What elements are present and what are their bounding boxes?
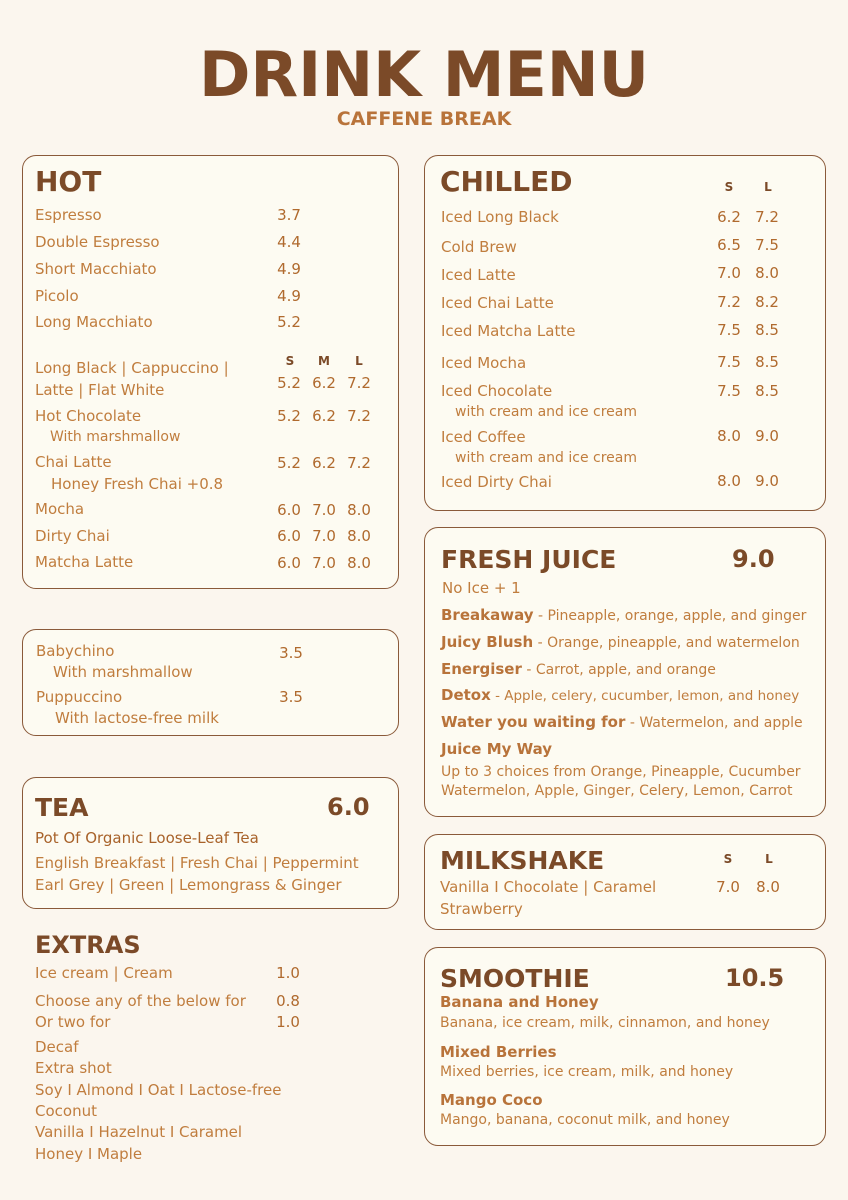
price-l: 8.0 [347,501,371,519]
hot-item-price: 4.9 [277,260,301,278]
hot-item-price: 5.2 [277,313,301,331]
price-l: 8.0 [755,264,779,282]
hot-item-price: 4.4 [277,233,301,251]
hot-item-name-cont: Latte | Flat White [35,381,165,399]
juice-item [441,659,716,680]
price-l: 8.0 [347,554,371,572]
hot-item-name: Hot Chocolate [35,407,142,425]
tea-options: Earl Grey | Green | Lemongrass & Ginger [35,876,342,894]
juice-price: 9.0 [732,545,775,573]
hot-item-name: Short Macchiato [35,260,157,278]
juice-title: FRESH JUICE [441,545,617,574]
extras-item-price: 0.8 [276,992,300,1010]
juice-item [441,605,806,626]
milkshake-flavours: Vanilla I Chocolate | Caramel [440,878,657,896]
chilled-item-name: Iced Coffee [441,428,526,446]
chilled-item-name: Iced Matcha Latte [441,322,576,340]
price-l: 7.2 [347,374,371,392]
juice-item-desc: - Apple, celery, cucumber, lemon, and honey [490,688,800,704]
price-s: 7.5 [717,321,741,339]
juice-custom: Watermelon, Apple, Ginger, Celery, Lemon, Carrot [441,783,793,799]
price-s: 7.0 [716,878,740,896]
menu-title: DRINK MENU [198,38,650,111]
chilled-item-name: Iced Mocha [441,354,527,372]
price-s: 6.0 [277,501,301,519]
chilled-title: CHILLED [440,165,573,198]
extras-title: EXTRAS [35,931,141,959]
tea-heading: Pot Of Organic Loose-Leaf Tea [35,829,259,847]
hot-title: HOT [35,165,102,198]
smoothie-item-desc: Mixed berries, ice cream, milk, and honey [440,1064,734,1080]
smoothie-item-desc: Mango, banana, coconut milk, and honey [440,1112,730,1128]
price-s: 5.2 [277,407,301,425]
menu-subtitle: CAFFENE BREAK [336,108,512,130]
price-s: 5.2 [277,374,301,392]
juice-item [441,739,552,760]
hot-item-price: 4.9 [277,287,301,305]
tea-options: English Breakfast | Fresh Chai | Peppermint [35,854,359,872]
price-l: 7.2 [755,208,779,226]
tea-section [22,777,399,909]
price-m: 6.2 [312,407,336,425]
extras-item-price: 1.0 [276,1013,300,1031]
hot-item-name: Long Macchiato [35,313,153,331]
hot-item-name: Chai Latte [35,453,112,471]
hot-item-name: Matcha Latte [35,553,134,571]
price-l: 9.0 [755,472,779,490]
price-l: 7.5 [755,236,779,254]
extras-item-name: Ice cream | Cream [35,964,173,982]
price-m: 6.2 [312,374,336,392]
juice-item-name: Detox [441,686,491,704]
hot-item-note: Honey Fresh Chai +0.8 [51,475,224,493]
extras-option: Honey I Maple [35,1145,143,1163]
extras-item-name: Or two for [35,1013,111,1031]
milkshake-flavours: Strawberry [440,900,523,918]
price-l: 8.5 [755,321,779,339]
juice-item-desc: - Carrot, apple, and orange [521,662,716,678]
juice-item-name: Energiser [441,660,522,678]
price-l: 8.2 [755,293,779,311]
chilled-item-name: Iced Long Black [441,208,559,226]
juice-item-name: Breakaway [441,606,534,624]
size-header-l: L [764,180,772,194]
price-s: 6.5 [717,236,741,254]
juice-item [441,685,799,706]
juice-item [441,712,803,733]
smoothie-section [424,947,826,1146]
price-s: 8.0 [717,427,741,445]
extras-option: Vanilla I Hazelnut I Caramel [35,1123,243,1141]
size-header-s: S [724,180,734,194]
juice-section [424,527,826,817]
kids-item-name: Babychino [36,642,115,660]
size-header-s: S [723,852,733,866]
juice-item-name: Juice My Way [441,740,553,758]
size-header-l: L [765,852,773,866]
juice-item-desc: - Watermelon, and apple [625,715,803,731]
extras-option: Soy I Almond I Oat I Lactose-free [35,1081,282,1099]
size-header-s: S [285,354,295,368]
kids-item-price: 3.5 [279,688,303,706]
kids-section [22,629,399,736]
extras-item-name: Choose any of the below for [35,992,246,1010]
chilled-section [424,155,826,511]
chilled-item-name: Iced Chai Latte [441,294,554,312]
size-header-l: L [355,354,363,368]
extras-option: Decaf [35,1038,79,1056]
chilled-item-name: Iced Latte [441,266,516,284]
price-s: 7.5 [717,353,741,371]
price-s: 7.0 [717,264,741,282]
juice-custom: Up to 3 choices from Orange, Pineapple, Cucumber [441,764,801,780]
hot-item-price: 3.7 [277,206,301,224]
price-s: 6.2 [717,208,741,226]
extras-item-price: 1.0 [276,964,300,982]
price-s: 6.0 [277,527,301,545]
hot-item-name: Dirty Chai [35,527,110,545]
price-l: 8.0 [756,878,780,896]
price-m: 7.0 [312,501,336,519]
kids-item-price: 3.5 [279,644,303,662]
hot-item-name: Picolo [35,287,79,305]
price-l: 7.2 [347,454,371,472]
hot-item-note: With marshmallow [50,429,181,445]
extras-option: Extra shot [35,1059,112,1077]
price-s: 5.2 [277,454,301,472]
smoothie-item-name: Mango Coco [440,1091,543,1109]
price-l: 9.0 [755,427,779,445]
price-l: 8.5 [755,382,779,400]
milkshake-section [424,834,826,930]
price-s: 7.2 [717,293,741,311]
hot-item-name: Mocha [35,500,85,518]
price-s: 7.5 [717,382,741,400]
price-l: 8.5 [755,353,779,371]
price-s: 6.0 [277,554,301,572]
kids-item-note: With lactose-free milk [55,709,219,727]
hot-item-name: Long Black | Cappuccino | [35,359,229,377]
juice-item [441,632,800,653]
price-m: 6.2 [312,454,336,472]
juice-item-name: Water you waiting for [441,713,626,731]
milkshake-title: MILKSHAKE [440,846,605,875]
smoothie-item-desc: Banana, ice cream, milk, cinnamon, and honey [440,1015,770,1031]
chilled-item-name: Iced Chocolate [441,382,553,400]
kids-item-note: With marshmallow [53,663,193,681]
kids-item-name: Puppuccino [36,688,123,706]
tea-title: TEA [35,793,89,822]
price-l: 7.2 [347,407,371,425]
price-s: 8.0 [717,472,741,490]
smoothie-title: SMOOTHIE [440,964,590,993]
hot-item-name: Double Espresso [35,233,160,251]
chilled-item-note: with cream and ice cream [455,450,637,466]
hot-section [22,155,399,589]
juice-item-desc: - Pineapple, orange, apple, and ginger [533,608,807,624]
extras-option: Coconut [35,1102,97,1120]
price-m: 7.0 [312,554,336,572]
chilled-item-name: Cold Brew [441,238,517,256]
smoothie-price: 10.5 [725,964,785,992]
smoothie-item-name: Banana and Honey [440,993,599,1011]
price-l: 8.0 [347,527,371,545]
chilled-item-note: with cream and ice cream [455,404,637,420]
juice-no-ice: No Ice + 1 [442,579,521,597]
juice-item-name: Juicy Blush [441,633,534,651]
juice-item-desc: - Orange, pineapple, and watermelon [533,635,800,651]
hot-item-name: Espresso [35,206,102,224]
chilled-item-name: Iced Dirty Chai [441,473,552,491]
size-header-m: M [318,354,330,368]
tea-price: 6.0 [327,793,370,821]
smoothie-item-name: Mixed Berries [440,1043,557,1061]
price-m: 7.0 [312,527,336,545]
